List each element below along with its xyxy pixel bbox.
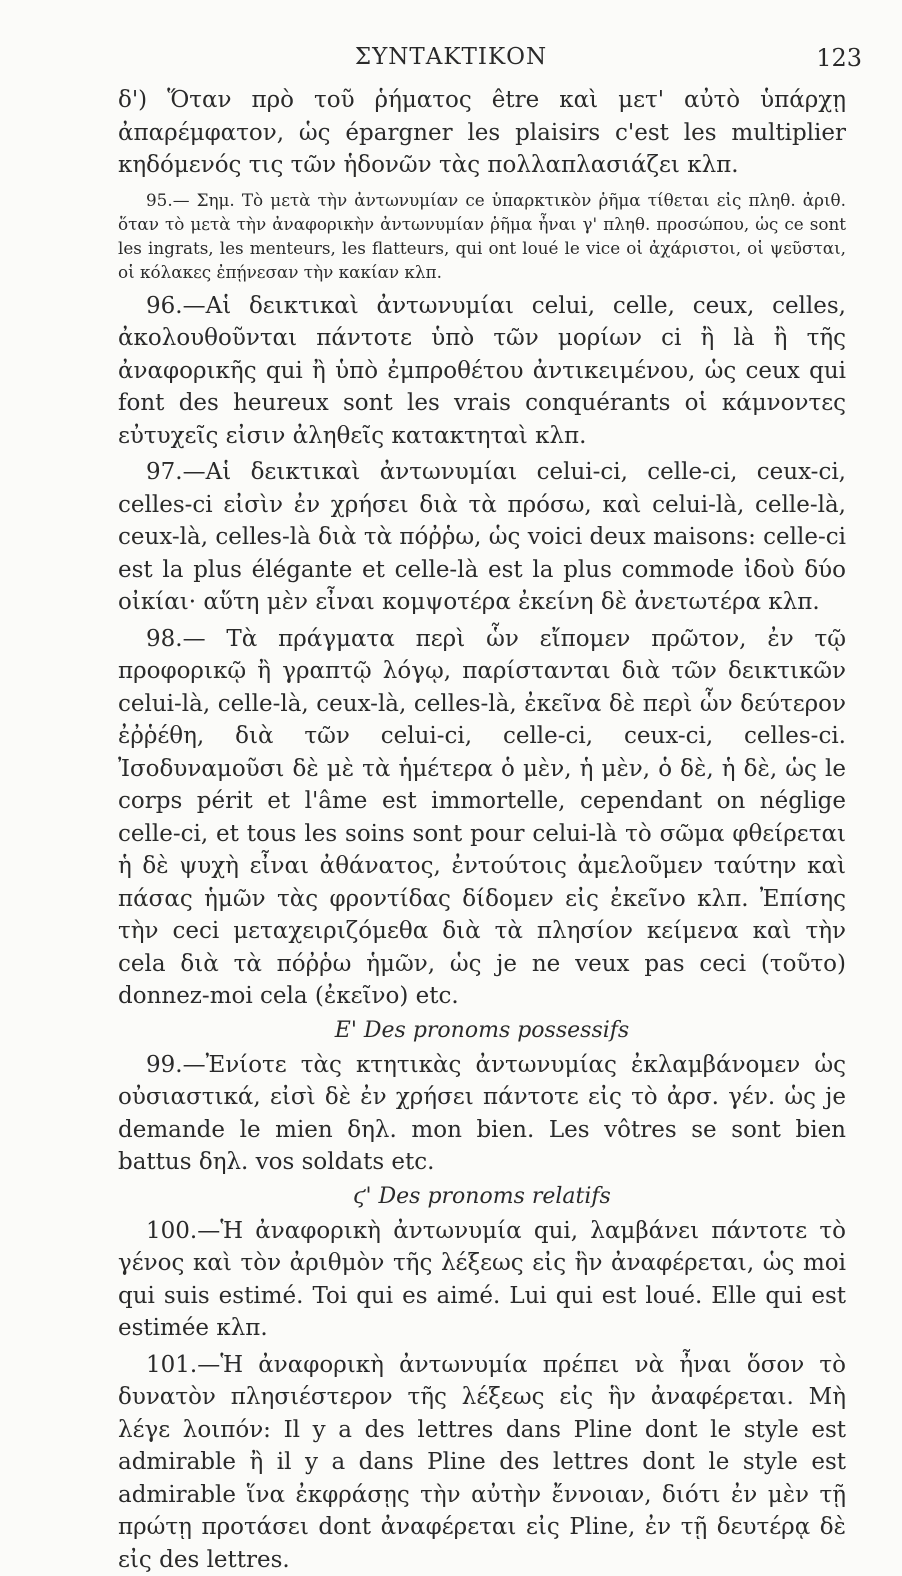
paragraph-96: 96.—Αἱ δεικτικαὶ ἀντωνυμίαι celui, celle, ceux, celles, ἀκολουθοῦνται πάντοτε ὑπὸ τῶν μορίων ci ἢ là ἢ τῆς ἀναφορικῆς qui ἢ ὑπὸ ἐμπροθέτου ἀντικειμένου, ὡς ceux qui font des heureux sont les vrais conquérants οἱ κάμνοντες εὐτυχεῖς εἰσιν ἀληθεῖς κατακτηταὶ κλπ.	[118, 290, 846, 453]
running-title: ΣΥΝΤΑΚΤΙΚΟΝ	[0, 44, 902, 70]
paragraph-98: 98.— Τὰ πράγματα περὶ ὧν εἴπομεν πρῶτον, ἐν τῷ προφορικῷ ἢ γραπτῷ λόγῳ, παρίστανται διὰ τῶν δεικτικῶν celui-là, celle-là, ceux-là, celles-là, ἐκεῖνα δὲ περὶ ὧν δεύτερον ἐῤῥέθη, διὰ τῶν celui-ci, celle-ci, ceux-ci, celles-ci. Ἰσοδυναμοῦσι δὲ μὲ τὰ ἡμέτερα ὁ μὲν, ἡ μὲν, ὁ δὲ, ἡ δὲ, ὡς le corps périt et l'âme est immortelle, cependant on néglige celle-ci, et tous les soins sont pour celui-là τὸ σῶμα φθείρεται ἡ δὲ ψυχὴ εἶναι ἀθάνατος, ἐντούτοις ἀμελοῦμεν ταύτην καὶ πάσας ἡμῶν τὰς φροντίδας δίδομεν εἰς ἐκεῖνο κλπ. Ἐπίσης τὴν ceci μεταχειριζόμεθα διὰ τὰ πλησίον κείμενα καὶ τὴν cela διὰ τὰ πόῤῥω ἡμῶν, ὡς je ne veux pas ceci (τοῦτο) donnez-moi cela (ἐκεῖνο) etc.	[118, 623, 846, 1013]
paragraph-delta: δ') Ὅταν πρὸ τοῦ ῥήματος être καὶ μετ' αὐτὸ ὑπάρχῃ ἀπαρέμφατον, ὡς épargner les plaisirs c'est les multiplier κηδόμενός τις τῶν ἡδονῶν τὰς πολλαπλασιάζει κλπ.	[118, 84, 846, 182]
section-heading-possessifs: Ε' Des pronoms possessifs	[118, 1015, 846, 1047]
page-number: 123	[816, 44, 862, 72]
page-body	[118, 84, 846, 1576]
paragraph-101: 101.—Ἡ ἀναφορικὴ ἀντωνυμία πρέπει νὰ ἦναι ὅσον τὸ δυνατὸν πλησιέστερον τῆς λέξεως εἰς ἣν ἀναφέρεται. Μὴ λέγε λοιπόν: Il y a des lettres dans Pline dont le style est admirable ἢ il y a dans Pline des lettres dont le style est admirable ἵνα ἐκφράσῃς τὴν αὐτὴν ἔννοιαν, διότι ἐν μὲν τῇ πρώτῃ προτάσει dont ἀναφέρεται εἰς Pline, ἐν τῇ δευτέρᾳ δὲ εἰς des lettres.	[118, 1349, 846, 1576]
paragraph-95: 95.— Σημ. Τὸ μετὰ τὴν ἀντωνυμίαν ce ὑπαρκτικὸν ῥῆμα τίθεται εἰς πληθ. ἀριθ. ὅταν τὸ μετὰ τὴν ἀναφορικὴν ἀντωνυμίαν ῥῆμα ἦναι γ' πληθ. προσώπου, ὡς ce sont les ingrats, les menteurs, les flatteurs, qui ont loué le vice οἱ ἀχάριστοι, οἱ ψεῦσται, οἱ κόλακες ἐπῄνεσαν τὴν κακίαν κλπ.	[118, 188, 846, 284]
paragraph-100: 100.—Ἡ ἀναφορικὴ ἀντωνυμία qui, λαμβάνει πάντοτε τὸ γένος καὶ τὸν ἀριθμὸν τῆς λέξεως εἰς ἣν ἀναφέρεται, ὡς moi qui suis estimé. Toi qui es aimé. Lui qui est loué. Elle qui est estimée κλπ.	[118, 1215, 846, 1345]
paragraph-99: 99.—Ἐνίοτε τὰς κτητικὰς ἀντωνυμίας ἐκλαμβάνομεν ὡς οὐσιαστικά, εἰσὶ δὲ ἐν χρήσει πάντοτε εἰς τὸ ἀρσ. γέν. ὡς je demande le mien δηλ. mon bien. Les vôtres se sont bien battus δηλ. vos soldats etc.	[118, 1049, 846, 1179]
section-heading-relatifs: ϛ' Des pronoms relatifs	[118, 1181, 846, 1213]
paragraph-97: 97.—Αἱ δεικτικαὶ ἀντωνυμίαι celui-ci, celle-ci, ceux-ci, celles-ci εἰσὶν ἐν χρήσει διὰ τὰ πρόσω, καὶ celui-là, celle-là, ceux-là, celles-là διὰ τὰ πόῤῥω, ὡς voici deux maisons: celle-ci est la plus élégante et celle-là est la plus commode ἰδοὺ δύο οἰκίαι· αὕτη μὲν εἶναι κομψοτέρα ἐκείνη δὲ ἀνετωτέρα κλπ.	[118, 456, 846, 619]
